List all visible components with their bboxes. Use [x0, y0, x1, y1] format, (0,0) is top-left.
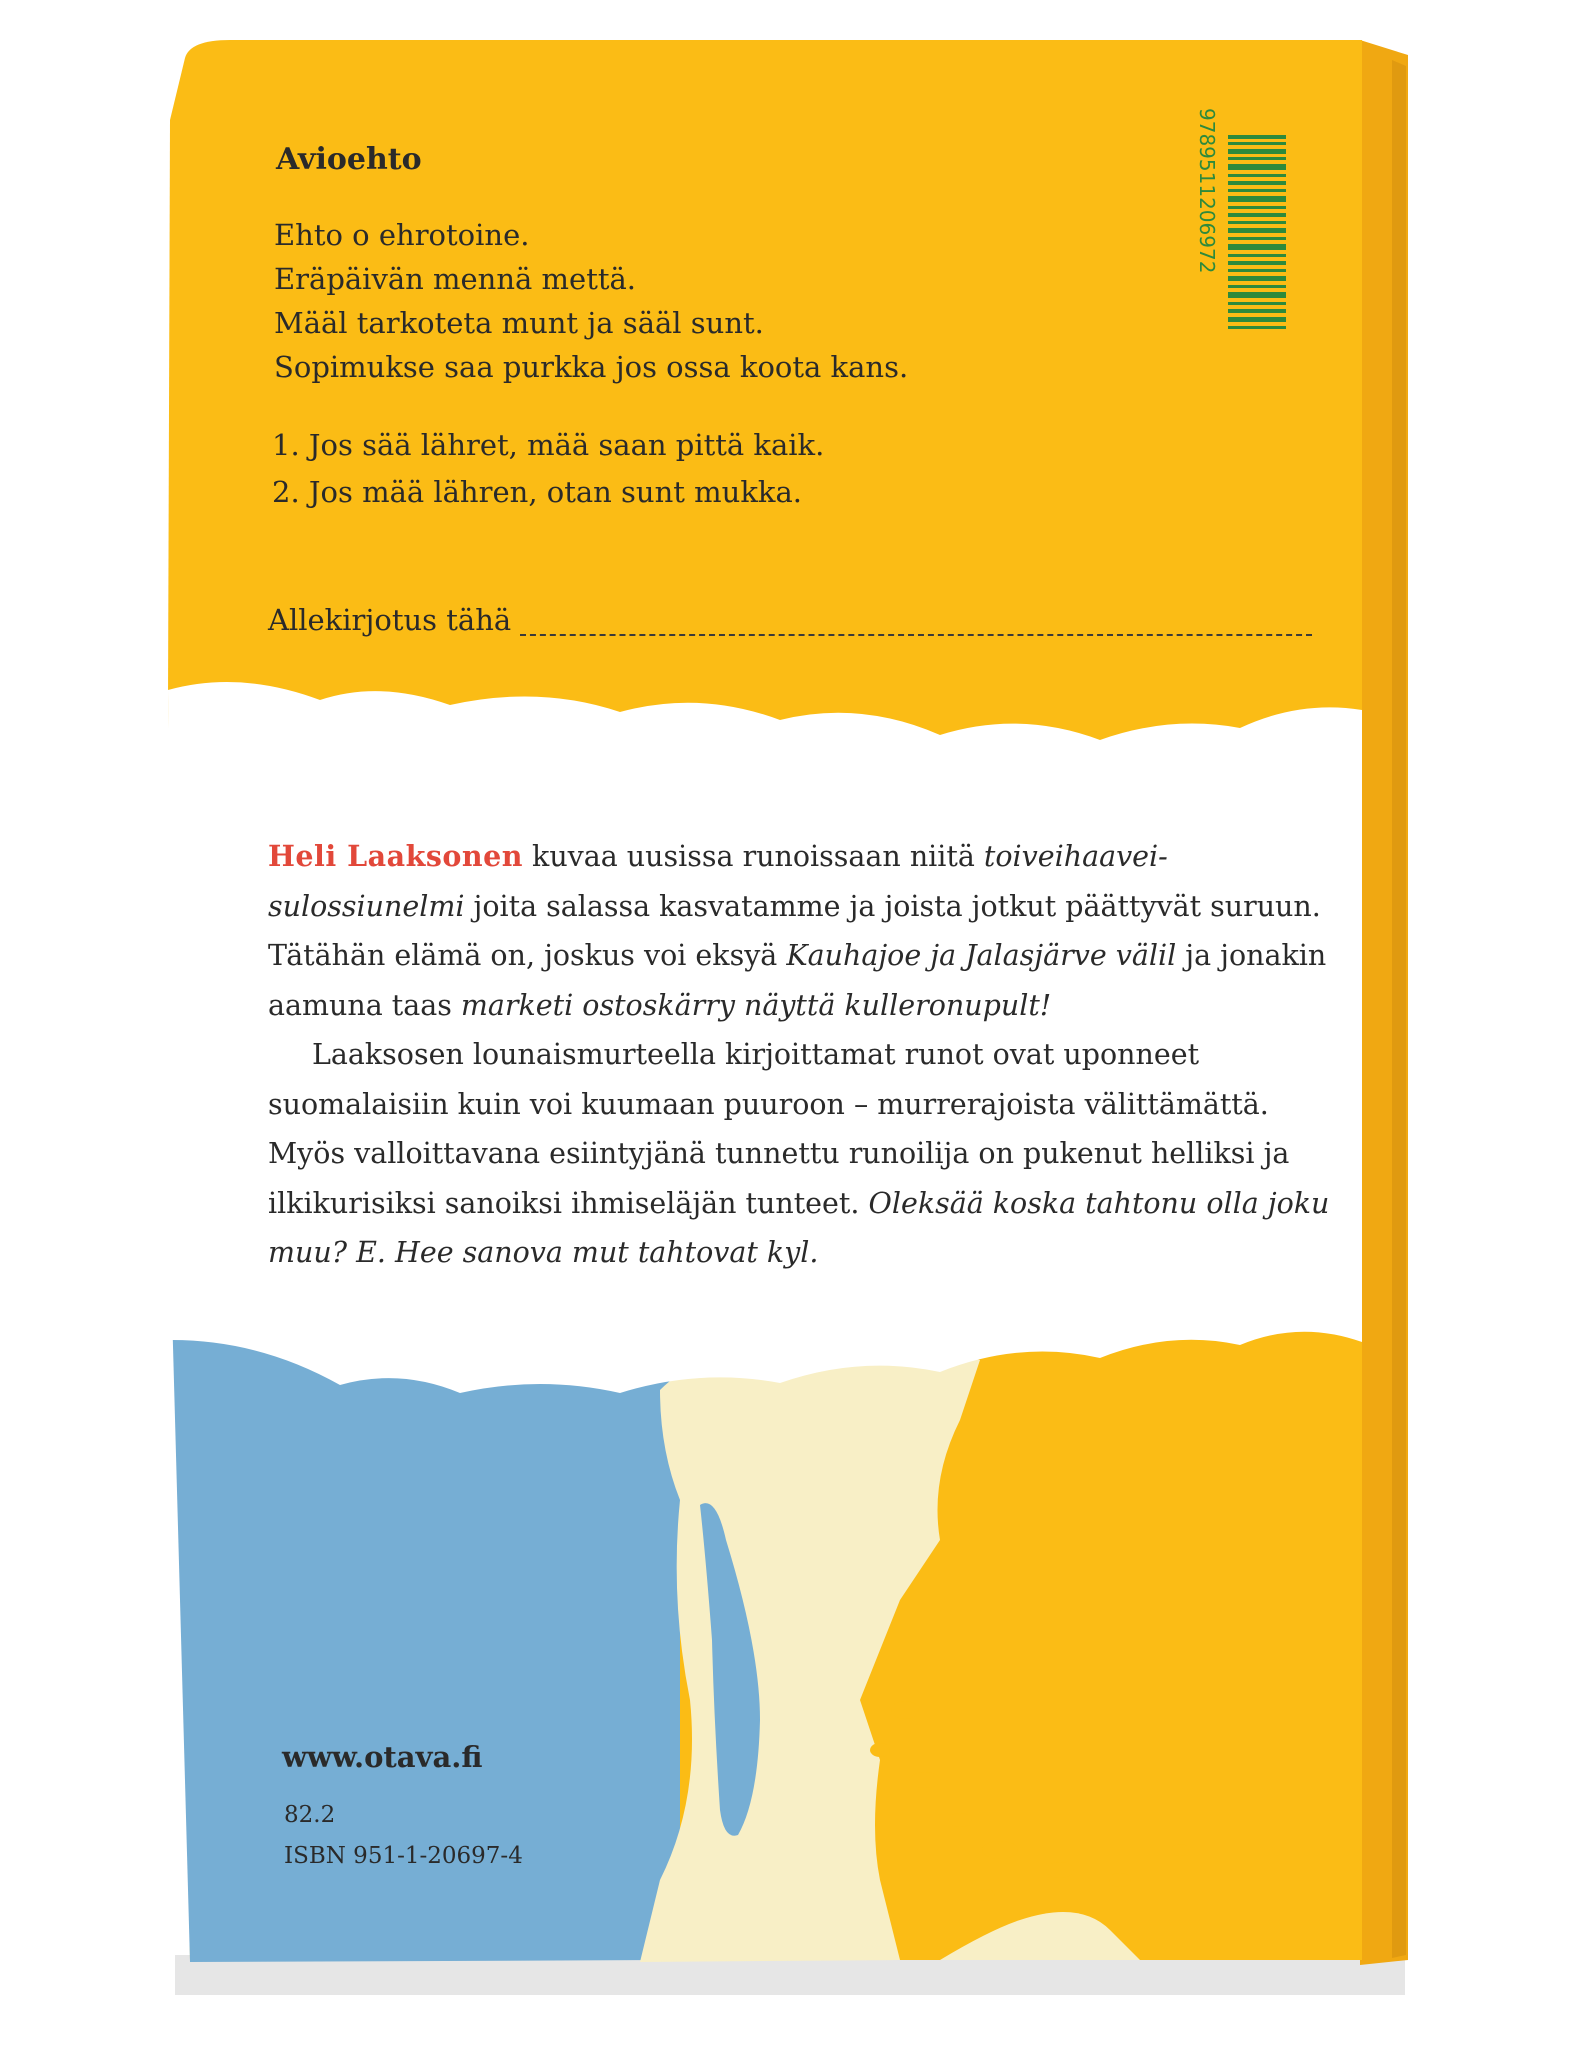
blurb-text: [268, 832, 1343, 1278]
blurb-run: Laaksosen lounaismurteella kirjoittamat runot ovat uponneet suomalaisiin kuin voi kuumaan puuroon – murrerajoista välittämättä. Myös valloittavana esiintyjänä tunnettu runoilija on pukenut helliksi ja ilkikurisiksi sanoiksi ihmiseläjän tunteet.: [268, 1038, 1290, 1220]
blurb-run: Kauhajoe ja Jalasjärve välil: [786, 939, 1177, 972]
publisher-website: www.otava.fi: [282, 1740, 483, 1774]
poem-line: Sopimukse saa purkka jos ossa koota kans.: [274, 350, 909, 384]
poem-line: Määl tarkoteta munt ja sääl sunt.: [274, 306, 764, 340]
blurb-run: ja jonakin aamuna taas: [268, 939, 1327, 1022]
blurb-run: marketi ostoskärry näyttä kulleronupult!: [460, 988, 1052, 1022]
isbn: ISBN 951-1-20697-4: [284, 1843, 523, 1869]
barcode-digits: 9789511206972: [1195, 108, 1219, 274]
poem-line: Ehto o ehrotoine.: [274, 218, 530, 252]
blurb-paragraph-1: [268, 832, 1343, 1030]
poem-line: Eräpäivän mennä mettä.: [274, 262, 637, 296]
signature-label: Allekirjotus tähä: [268, 603, 512, 637]
poem-list-item: 1. Jos sää lähret, mää saan pittä kaik.: [272, 428, 825, 462]
signature-line: [520, 634, 1312, 636]
poem-title: Avioehto: [276, 142, 422, 177]
author-name: Heli Laaksonen: [268, 839, 523, 873]
blurb-run: toiveihaavei- sulossiunelmi: [268, 840, 1168, 923]
blurb-run: kuvaa uusissa runoissaan niitä: [522, 840, 984, 873]
blurb-run: Oleksää koska tahtonu olla joku muu? E. Hee sanova mut tahtovat kyl.: [268, 1186, 1330, 1269]
blurb-run: joita salassa kasvatamme ja joista jotkut päättyvät suruun. Tätähän elämä on, joskus voi eksyä: [268, 889, 1321, 972]
class-number: 82.2: [284, 1802, 336, 1828]
poem-list-item: 2. Jos mää lähren, otan sunt mukka.: [272, 475, 802, 509]
cover-edge-shade: [1392, 60, 1406, 1958]
blurb-paragraph-2: [268, 1030, 1343, 1278]
